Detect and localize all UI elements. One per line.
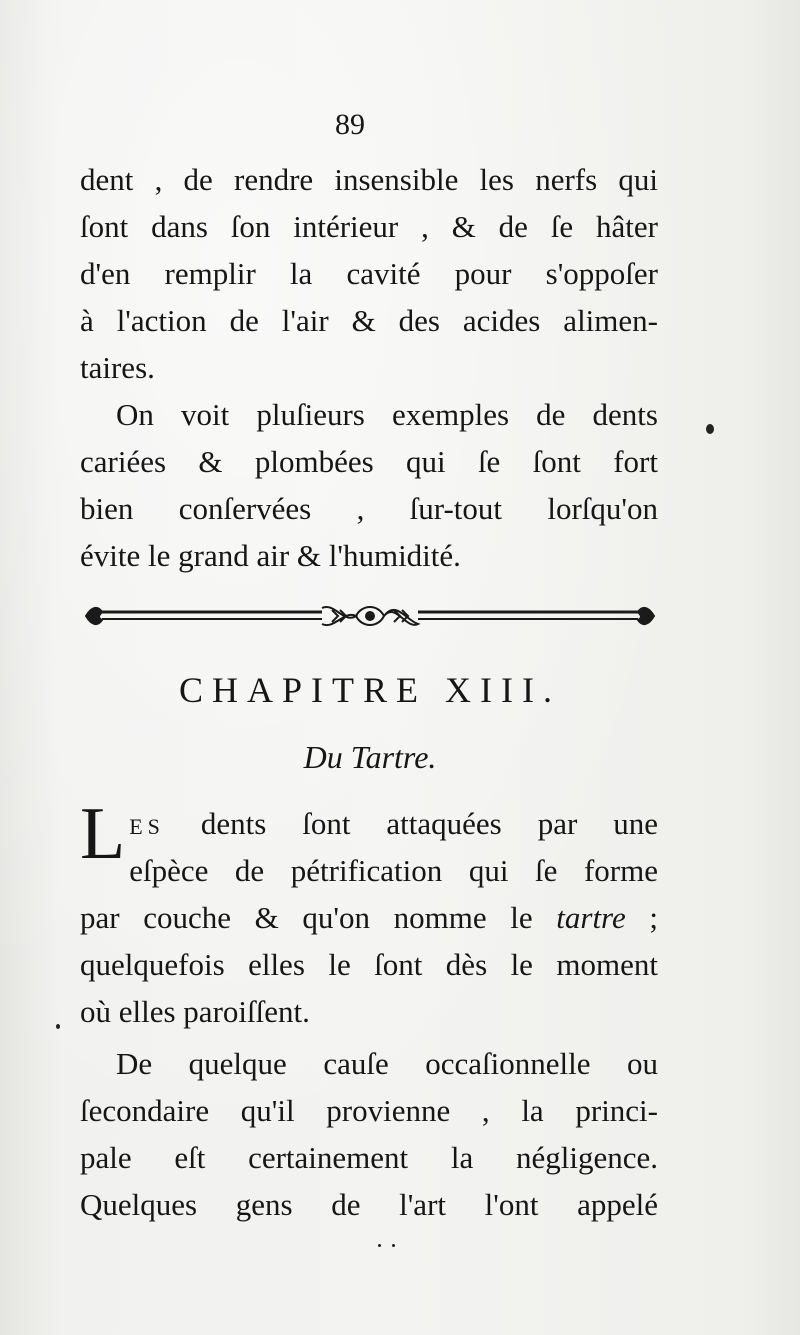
ink-speck xyxy=(56,1024,60,1029)
paragraph-tartar xyxy=(80,793,658,1035)
text-line: De quelque cauſe occaſionnelle ou xyxy=(116,1046,658,1081)
text-line: à l'action de l'air & des acides alimen- xyxy=(80,303,658,338)
ink-speck xyxy=(378,1244,381,1247)
text-line: cariées & plombées qui ſe ſont fort xyxy=(80,444,658,479)
ink-speck xyxy=(392,1244,395,1247)
text-line: taires. xyxy=(80,350,155,385)
drop-cap: L xyxy=(80,793,126,875)
text-line: pale eſt certainement la négligence. xyxy=(80,1140,658,1175)
text-fragment: ; xyxy=(649,900,658,935)
text-line: d'en remplir la cavité pour s'oppoſer xyxy=(80,256,658,291)
italic-term: tartre xyxy=(556,900,626,935)
ornamental-divider xyxy=(82,598,658,634)
text-line xyxy=(80,894,658,941)
text-line: Quelques gens de l'art l'ont appelé xyxy=(80,1187,658,1222)
small-caps-word: ES xyxy=(129,814,165,839)
section-title: Du Tartre. xyxy=(303,739,437,775)
chapter-heading: CHAPITRE XIII. xyxy=(179,670,561,710)
paragraph-examples xyxy=(80,391,658,579)
text-line: bien conſervées , ſur-tout lorſqu'on xyxy=(80,491,658,526)
text-line: eſpèce de pétrification qui ſe forme xyxy=(129,853,658,888)
text-fragment: par couche & qu'on nomme le xyxy=(80,900,533,935)
paragraph-cause xyxy=(80,1040,658,1228)
page-number: 89 xyxy=(335,108,365,141)
text-line: où elles paroiſſent. xyxy=(80,994,310,1029)
text-line: ſecondaire qu'il provienne , la princi- xyxy=(80,1093,658,1128)
text-line: ſont dans ſon intérieur , & de ſe hâter xyxy=(80,209,658,244)
text-line: quelquefois elles le ſont dès le moment xyxy=(80,947,658,982)
text-line: On voit pluſieurs exemples de dents xyxy=(116,397,658,432)
text-line: dent , de rendre insensible les nerfs qui xyxy=(80,162,658,197)
paragraph-continued xyxy=(80,156,658,391)
text-line: évite le grand air & l'humidité. xyxy=(80,538,461,573)
text-fragment: dents ſont attaquées par une xyxy=(200,806,658,841)
ink-speck xyxy=(706,424,714,434)
